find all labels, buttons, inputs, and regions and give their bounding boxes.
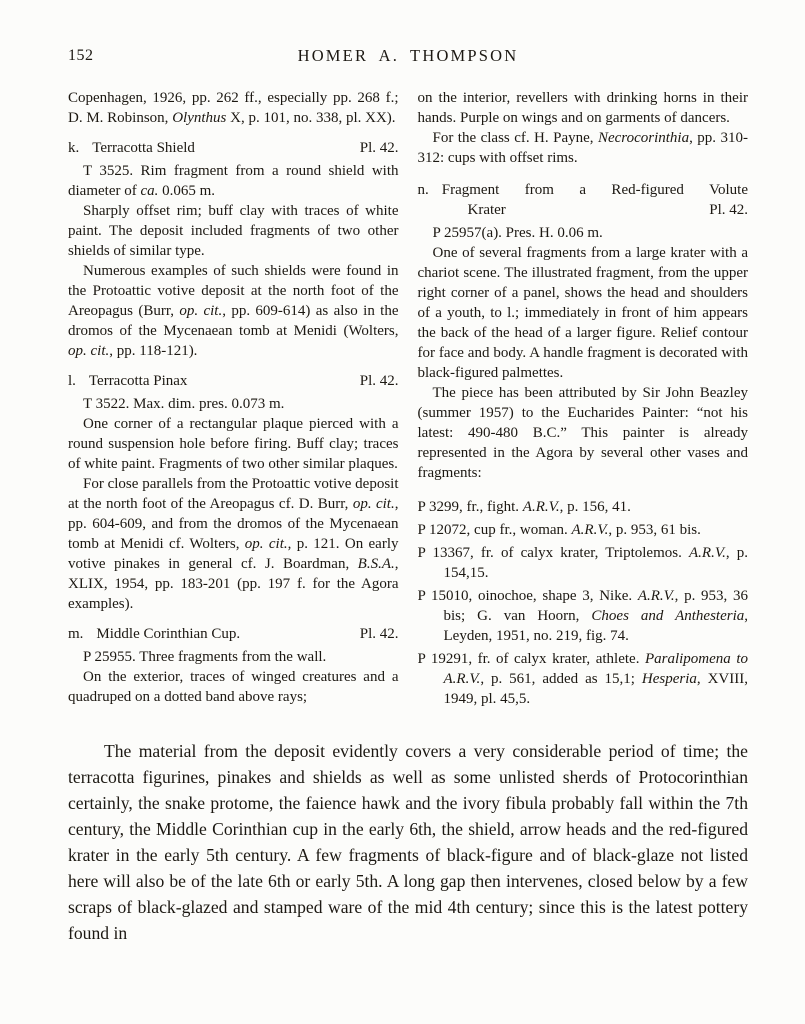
running-title: HOMER A. THOMPSON <box>297 46 519 65</box>
entry-label: k. <box>68 140 80 156</box>
catalog-paragraph: Sharply offset rim; buff clay with traces of white paint. The deposit included fragments of two other shields of similar type. <box>68 203 399 259</box>
catalog-paragraph: T 3525. Rim fragment from a round shield with diameter of ca. 0.065 m. <box>68 163 399 199</box>
entry-heading-n <box>418 180 749 220</box>
catalog-paragraph: For the class cf. H. Payne, Necrocorinthia, pp. 310-312: cups with offset rims. <box>417 130 748 166</box>
entry-label: m. <box>68 626 84 642</box>
reference-item: P 12072, cup fr., woman. A.R.V., p. 953, 61 bis. <box>417 522 701 538</box>
entry-title-wrap: Krater <box>467 202 506 218</box>
closing-paragraph: The material from the deposit evidently covers a very considerable period of time; the terracotta figurines, pinakes and shields as well as some unlisted sherds of Protocorinthian certainly, the snake protome, the faience hawk and the ivory fibula probably fall within the 7th century, the Middle Corinthian cup in the early 6th, the shield, arrow heads and the red-figured krater in the early 5th century. A few fragments of black-figure and of black-glaze not listed here will also be of the late 6th or early 5th. A long gap then intervenes, closed below by a few scraps of black-glazed and stamped ware of the mid 4th century; since this is the latest pottery found in <box>68 741 748 943</box>
plate-ref: Pl. 42. <box>709 202 748 218</box>
paragraph-continuation: Copenhagen, 1926, pp. 262 ff., especially pp. 268 f.; D. M. Robinson, Olynthus X, p. 101, no. 338, pl. XX). <box>68 90 399 126</box>
catalog-paragraph: P 25957(a). Pres. H. 0.06 m. <box>432 225 603 241</box>
catalog-paragraph: P 25955. Three fragments from the wall. <box>83 649 327 665</box>
catalog-paragraph: On the exterior, traces of winged creatures and a quadruped on a dotted band above rays; <box>68 669 399 705</box>
entry-title-group <box>68 371 187 391</box>
reference-list <box>418 497 749 709</box>
right-column <box>418 88 749 712</box>
catalog-paragraph: One of several fragments from a large krater with a chariot scene. The illustrated fragment, from the upper right corner of a panel, shows the head and shoulders of a youth, to l.; immediately in front of him appears the back of the head of a larger figure. Relief contour for face and body. A handle fragment is decorated with black-figured palmettes. <box>417 245 748 381</box>
plate-ref: Pl. 42. <box>359 373 399 389</box>
entry-title-line2 <box>418 200 749 220</box>
plate-ref: Pl. 42. <box>359 626 399 642</box>
entry-title: Fragment from a Red-figured Volute <box>441 182 748 198</box>
entry-label: l. <box>68 373 76 389</box>
catalog-paragraph: T 3522. Max. dim. pres. 0.073 m. <box>83 396 285 412</box>
entry-title-group <box>68 624 240 644</box>
plate-ref: Pl. 42. <box>359 140 399 156</box>
reference-item: P 15010, oinochoe, shape 3, Nike. A.R.V., p. 953, 36 bis; G. van Hoorn, Choes and Anthesteria, Leyden, 1951, no. 219, fig. 74. <box>417 588 748 644</box>
entry-heading-l <box>68 371 399 391</box>
entry-heading-m <box>68 624 399 644</box>
entry-title: Middle Corinthian Cup. <box>96 626 241 642</box>
catalog-paragraph: For close parallels from the Protoattic votive deposit at the north foot of the Areopagus cf. D. Burr, op. cit., pp. 604-609, and from the dromos of the Mycenaean tomb at Menidi cf. Wolters, op. cit., p. 121. On early votive pinakes in general cf. J. Boardman, B.S.A., XLIX, 1954, pp. 183-201 (pp. 197 f. for the Agora examples). <box>68 476 399 612</box>
entry-title: Terracotta Pinax <box>88 373 188 389</box>
paragraph-continuation: on the interior, revellers with drinking horns in their hands. Purple on wings and on garments of dancers. <box>417 90 748 126</box>
entry-title: Terracotta Shield <box>92 140 195 156</box>
catalog-paragraph: Numerous examples of such shields were found in the Protoattic votive deposit at the north foot of the Areopagus (Burr, op. cit., pp. 609-614) as also in the dromos of the Mycenaean tomb at Menidi (Wolters, op. cit., pp. 118-121). <box>68 263 399 359</box>
left-column <box>68 88 399 712</box>
reference-item: P 19291, fr. of calyx krater, athlete. Paralipomena to A.R.V., p. 561, added as 15,1; Hesperia, XVIII, 1949, pl. 45,5. <box>417 651 748 707</box>
reference-item: P 3299, fr., fight. A.R.V., p. 156, 41. <box>417 499 631 515</box>
entry-label: n. <box>417 182 429 198</box>
entry-heading-k <box>68 138 399 158</box>
page-header <box>68 46 748 68</box>
entry-title-group <box>68 138 195 158</box>
entry-title-line1 <box>418 180 749 200</box>
reference-item: P 13367, fr. of calyx krater, Triptolemos. A.R.V., p. 154,15. <box>417 545 748 581</box>
catalog-paragraph: One corner of a rectangular plaque pierced with a round suspension hole before firing. Buff clay; traces of white paint. Fragments of two other similar plaques. <box>68 416 399 472</box>
page-number: 152 <box>68 47 94 64</box>
two-column-body <box>68 88 748 712</box>
catalog-paragraph: The piece has been attributed by Sir John Beazley (summer 1957) to the Eucharides Painter: “not his latest: 490-480 B.C.” This painter is already represented in the Agora by several other vases and fragments: <box>417 385 748 481</box>
